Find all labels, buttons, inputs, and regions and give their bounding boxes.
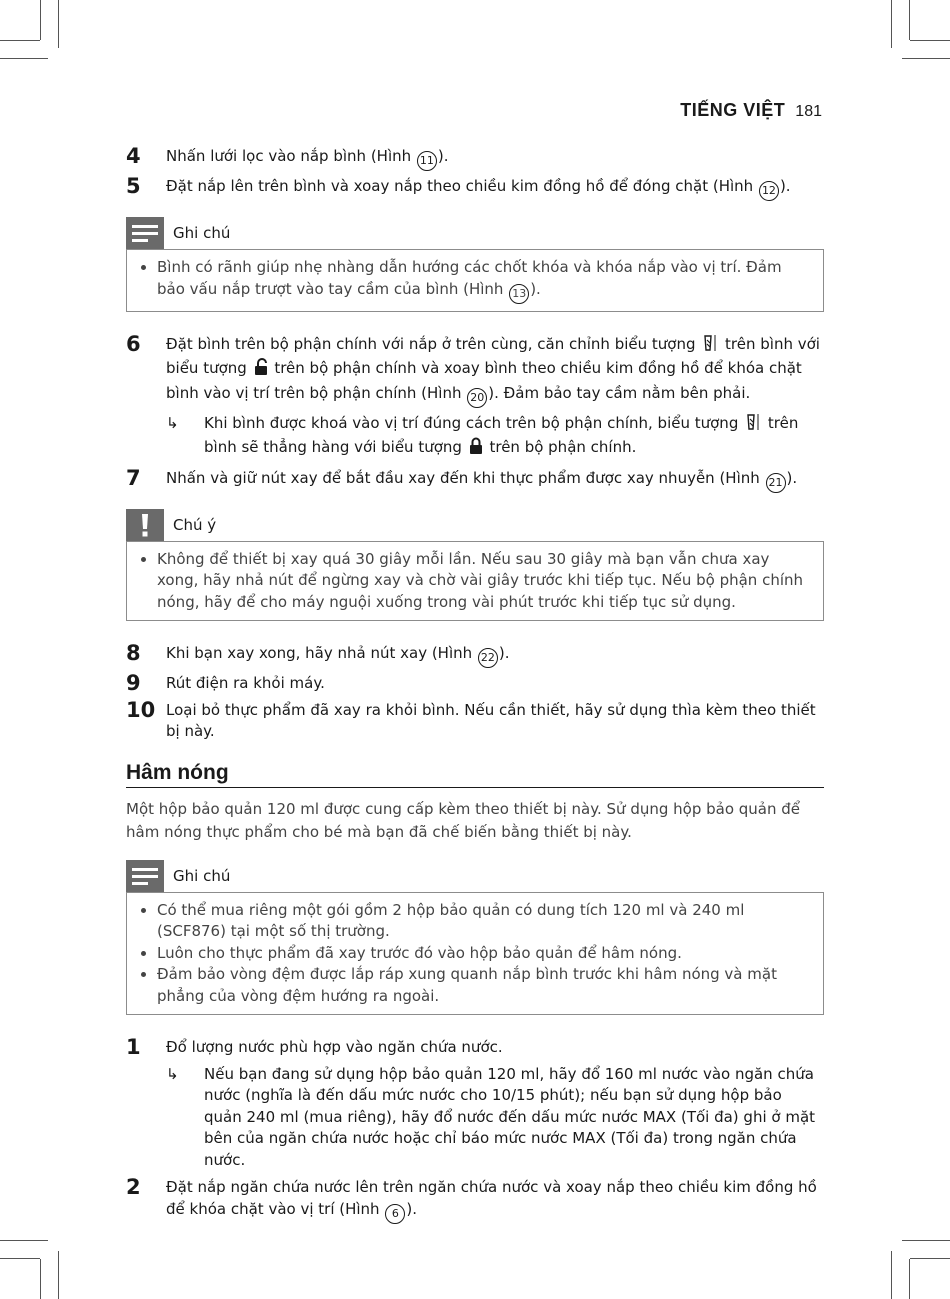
crop-mark [58,1251,59,1299]
section-title: Hâm nóng [126,761,824,788]
step-number: 5 [126,174,141,198]
section-intro: Một hộp bảo quản 120 ml được cung cấp kèm theo thiết bị này. Sử dụng hộp bảo quản để hâm nóng thực phẩm cho bé mà bạn đã chế biến bằng thiết bị này. [126,799,801,841]
figure-ref: 6 [385,1204,405,1224]
step-result: ↳ Nếu bạn đang sử dụng hộp bảo quản 120 ml, hãy đổ 160 ml nước vào ngăn chứa nước (nghĩa là đến dấu mức nước cho 10/15 phút); nếu bạn sử dụng hộp bảo quản 240 ml (mua riêng), hãy đổ nước đến dấu mức nước MAX (Tối đa) ghi ở mặt bên của ngăn chứa nước hoặc chỉ báo mức nước MAX (Tối đa) trong ngăn chứa nước. [166,1064,816,1169]
crop-mark [0,1240,48,1241]
language-label: TIẾNG VIỆT [680,100,786,120]
step-9: 9 Rút điện ra khỏi máy. [126,671,325,695]
note-item: • Luôn cho thực phẩm đã xay trước đó vào hộp bảo quản để hâm nóng. [157,943,811,965]
step-number: 9 [126,671,141,695]
page-number: 181 [795,103,822,120]
step-5 [126,176,824,201]
step-result: ↳ Khi bình được khoá vào vị trí đúng cách trên bộ phận chính, biểu tượng trên bình sẽ thẳng hàng với biểu tượng trên bộ phận chính. [126,413,824,462]
step-6: 6 Đặt bình trên bộ phận chính với nắp ở trên cùng, căn chỉnh biểu tượng trên bình với biểu tượng trên bộ phận chính và xoay bình theo chiều kim đồng hồ để khóa chặt bình vào vị trí trên bộ phận chính (Hình 20 ). Đảm bảo tay cầm nằm bên phải. [126,334,824,408]
step-1: 1 Đổ lượng nước phù hợp vào ngăn chứa nước. [126,1035,503,1059]
step-number: 7 [126,465,141,490]
note-box [126,892,824,1016]
lock-icon [469,437,483,462]
page-content [126,146,824,1229]
crop-mark [0,58,48,59]
crop-mark [891,1251,892,1299]
caution-header [126,509,824,541]
crop-mark [0,1258,40,1259]
jar-symbol-icon [745,413,761,438]
note-item: • Có thể mua riêng một gói gồm 2 hộp bảo quản có dung tích 120 ml và 240 ml (SCF876) tại một số thị trường. [157,900,811,943]
figure-ref: 12 [759,181,779,201]
crop-mark [902,1240,950,1241]
crop-mark [910,1258,950,1259]
figure-ref: 22 [478,648,498,668]
crop-mark [40,1259,41,1299]
crop-mark [909,1259,910,1299]
step-text: Nhấn lưới lọc vào nắp bình (Hình [166,147,416,165]
result-arrow-icon: ↳ [166,413,179,432]
page-header [680,100,822,121]
note-header [126,860,824,892]
figure-ref: 11 [417,151,437,171]
crop-mark [910,40,950,41]
step-number: 6 [126,331,141,356]
note-box [126,249,824,312]
figure-ref: 13 [509,284,529,304]
note-item: • Đảm bảo vòng đệm được lắp ráp xung quanh nắp bình trước khi hâm nóng và mặt phẳng của vòng đệm hướng ra ngoài. [157,964,811,1007]
caution-item: • Không để thiết bị xay quá 30 giây mỗi lần. Nếu sau 30 giây mà bạn vẫn chưa xay xong, hãy nhả nút để ngừng xay và chờ vài giây trước khi tiếp tục. Nếu bộ phận chính nóng, hãy để cho máy nguội xuống trong vài phút trước khi tiếp tục sử dụng. [157,549,811,614]
step-number: 2 [126,1175,141,1199]
figure-ref: 20 [467,388,487,408]
step-10: 10 Loại bỏ thực phẩm đã xay ra khỏi bình. Nếu cần thiết, hãy sử dụng thìa kèm theo thiết bị này. [126,697,816,740]
step-number: 4 [126,144,141,168]
crop-mark [0,40,40,41]
step-number: 8 [126,641,141,665]
crop-mark [909,0,910,40]
step-2: 2 Đặt nắp ngăn chứa nước lên trên ngăn chứa nước và xoay nắp theo chiều kim đồng hồ để khóa chặt vào vị trí (Hình 6 ). [126,1177,824,1224]
note-item: • Bình có rãnh giúp nhẹ nhàng dẫn hướng các chốt khóa và khóa nắp vào vị trí. Đảm bảo vấu nắp trượt vào tay cầm của bình (Hình 13 ). [157,257,811,304]
caution-box [126,541,824,622]
note-icon [126,217,164,249]
crop-mark [58,0,59,48]
step-number: 1 [126,1035,141,1059]
step-text-end: ). [779,177,791,195]
note-icon [126,860,164,892]
caution-title: Chú ý [173,515,217,534]
note-header [126,217,824,249]
step-text: Đặt nắp lên trên bình và xoay nắp theo chiều kim đồng hồ để đóng chặt (Hình [166,177,758,195]
figure-ref: 21 [766,473,786,493]
crop-mark [902,58,950,59]
exclamation-icon [126,509,164,541]
crop-mark [891,0,892,48]
note-title: Ghi chú [173,866,231,885]
step-number: 10 [126,697,156,722]
crop-mark [40,0,41,40]
step-4 [126,146,824,171]
unlock-icon [254,358,268,383]
jar-symbol-icon [702,334,718,359]
step-8: 8 Khi bạn xay xong, hãy nhả nút xay (Hình 22 ). [126,643,824,668]
note-title: Ghi chú [173,224,231,242]
step-7: 7 Nhấn và giữ nút xay để bắt đầu xay đến khi thực phẩm được xay nhuyễn (Hình 21 ). [126,468,824,493]
result-arrow-icon: ↳ [166,1064,179,1083]
step-text-end: ). [437,147,449,165]
